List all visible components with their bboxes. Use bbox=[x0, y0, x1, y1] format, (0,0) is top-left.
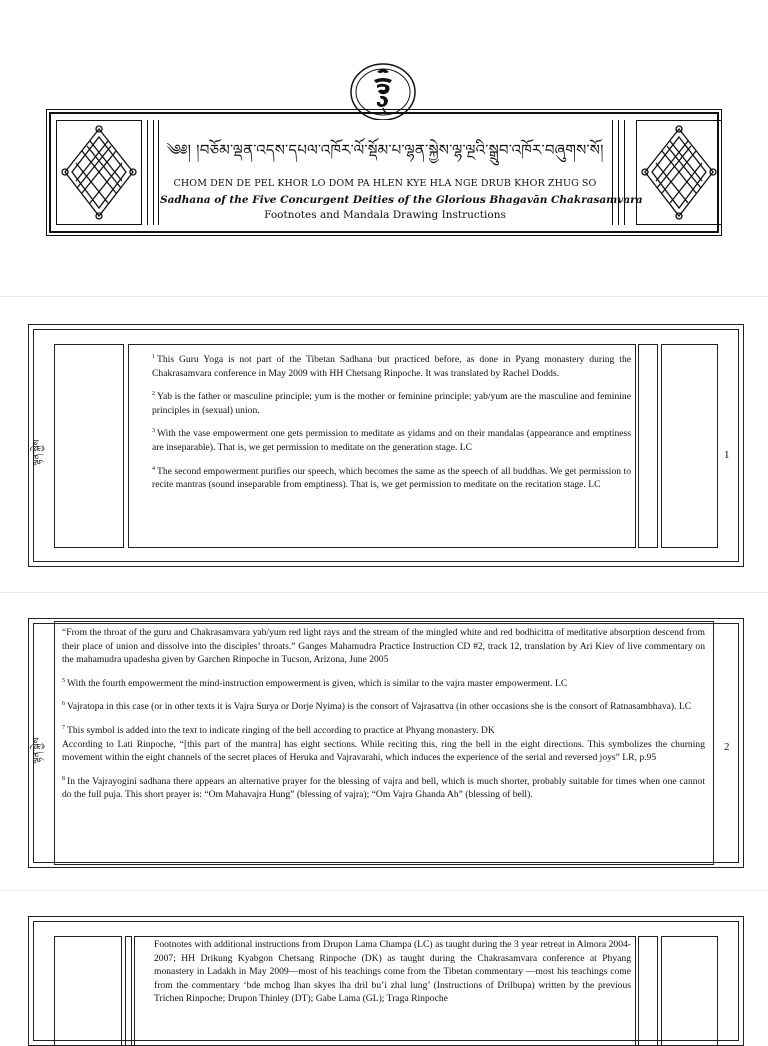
page-1-left-column bbox=[54, 344, 124, 548]
page-separator bbox=[0, 296, 768, 297]
title-divider bbox=[612, 120, 613, 225]
tibetan-title: ༄༅། །བཅོམ་ལྡན་འདས་དཔལ་འཁོར་ལོ་སྡོམ་པ་ལྷན་སྐྱེས་ལྷ་ལྔའི་སྒྲུབ་འཁོར་བཞུགས་སོ། bbox=[166, 141, 604, 159]
page-3-gutter bbox=[125, 936, 132, 1046]
page-2-number: 2 bbox=[724, 741, 730, 753]
page-2-footnotes bbox=[62, 626, 705, 810]
title-divider bbox=[158, 120, 159, 225]
title-divider bbox=[153, 120, 154, 225]
page-1-footnotes bbox=[152, 351, 631, 500]
footnote: $^8$ In the Vajrayogini sadhana there appears an alternative prayer for the blessing of vajra and bell, which is much shorter, probably suitable for times when one cannot do the full puja. This short prayer is: “Om Mahavajra Hung” (blessing of vajra); “Om Vajra Ghanda Ah” (blessing of bell). bbox=[62, 775, 705, 801]
page-separator bbox=[0, 890, 768, 891]
document-subtitle: Footnotes and Mandala Drawing Instructions bbox=[264, 209, 506, 221]
page-3-intro: Footnotes with additional instructions from Drupon Lama Champa (LC) as taught during the 3 year retreat in Almora 2004-2007; HH Drikung Kyabgon Chetsang Rinpoche (DK) as taught during the Chakrasamvara conference at Phyang monastery in Ladakh in May 2009—most of his teachings come from the Tibetan commentary —most his teachings come from the commentary ‘bde mchog lhan skyes lha dril bu’i zhal lung’ (Instructions of Drilbupa) written by the previous Trichen Rinpoche; Drupon Thinley (DT); Gabe Lama (GL); Traga Rinpoche bbox=[154, 939, 631, 1005]
page-1-right-column bbox=[638, 344, 658, 548]
english-title: Sadhana of the Five Concurgent Deities of the Glorious Bhagavān Chakrasamvara bbox=[160, 194, 643, 206]
page-1-margin-column bbox=[661, 344, 718, 548]
page-2-side-label: ལྷན་སྐྱེས bbox=[32, 737, 43, 764]
endless-knot-icon bbox=[637, 121, 721, 224]
footnote-quote: “From the throat of the guru and Chakrasamvara yab/yum red light rays and the stream of the mingled white and red bodhicitta of meditative absorption descend from their place of union and dissolve into the disciples’ throats.” Ganges Mahamudra Practice Instruction CD #2, track 12, translation by Ari Kiev of live commentary on the mahamudra upadesha given by Garchen Rinpoche in Tucson, Arizona, June 2005 bbox=[62, 627, 705, 666]
page-separator bbox=[0, 592, 768, 593]
title-divider bbox=[618, 120, 619, 225]
page-1-side-label: ལྷན་སྐྱེས bbox=[32, 439, 43, 466]
endless-knot-left bbox=[56, 120, 142, 225]
phonetic-title: CHOM DEN DE PEL KHOR LO DOM PA HLEN KYE HLA NGE DRUB KHOR ZHUG SO bbox=[173, 178, 597, 189]
footnote: $^4$ The second empowerment purifies our speech, which becomes the same as the speech of all buddhas. We get permission to recite mantras (sound inseparable from emptiness). That is, we get permission to meditate on the recitation stage. LC bbox=[152, 465, 631, 491]
footnote: $^2$ Yab is the father or masculine principle; yum is the mother or feminine principle; yab/yum are the masculine and feminine principles in (sexual) union. bbox=[152, 391, 631, 416]
page-3-right-column bbox=[638, 936, 658, 1046]
page-3-margin-column bbox=[661, 936, 718, 1046]
footnote: $^3$ With the vase empowerment one gets permission to meditate as yidams and on their mandalas (appearance and emptiness are inseparable). That is, we get permission to meditate on the generation stage. LC bbox=[152, 428, 631, 453]
endless-knot-right bbox=[636, 120, 722, 225]
page-1-number: 1 bbox=[724, 449, 730, 461]
footnote: $^6$ Vajratopa in this case (or in other texts it is Vajra Surya or Dorje Nyima) is the consort of Vajrasattva (in other occasions she is the consort of Ratnasambhava). LC bbox=[62, 701, 692, 713]
title-block bbox=[160, 130, 643, 221]
page-3-left-column bbox=[54, 936, 122, 1046]
footnote: $^1$ This Guru Yoga is not part of the Tibetan Sadhana but practiced before, as done in Pyang monastery during the Chakrasamvara conference in May 2009 with HH Chetsang Rinpoche. It was translated by Rachel Dodds. bbox=[152, 354, 631, 379]
title-divider bbox=[624, 120, 625, 225]
title-divider bbox=[147, 120, 148, 225]
footnote: $^7$ This symbol is added into the text to indicate ringing of the bell according to practice at Phyang monastery. DK According to Lati Rinpoche, “[this part of the mantra] has eight sections. While reciting this, ring the bell in the eight directions. This symbolizes the churning movement within the eight channels of the secret places of Heruka and Vajravarahi, which induces the experience of the serial and reversed joys” LR, p.95 bbox=[62, 724, 705, 764]
footnote: $^5$ With the fourth empowerment the mind-instruction empowerment is given, which is similar to the vajra master empowerment. LC bbox=[62, 677, 568, 689]
endless-knot-icon bbox=[57, 121, 141, 224]
